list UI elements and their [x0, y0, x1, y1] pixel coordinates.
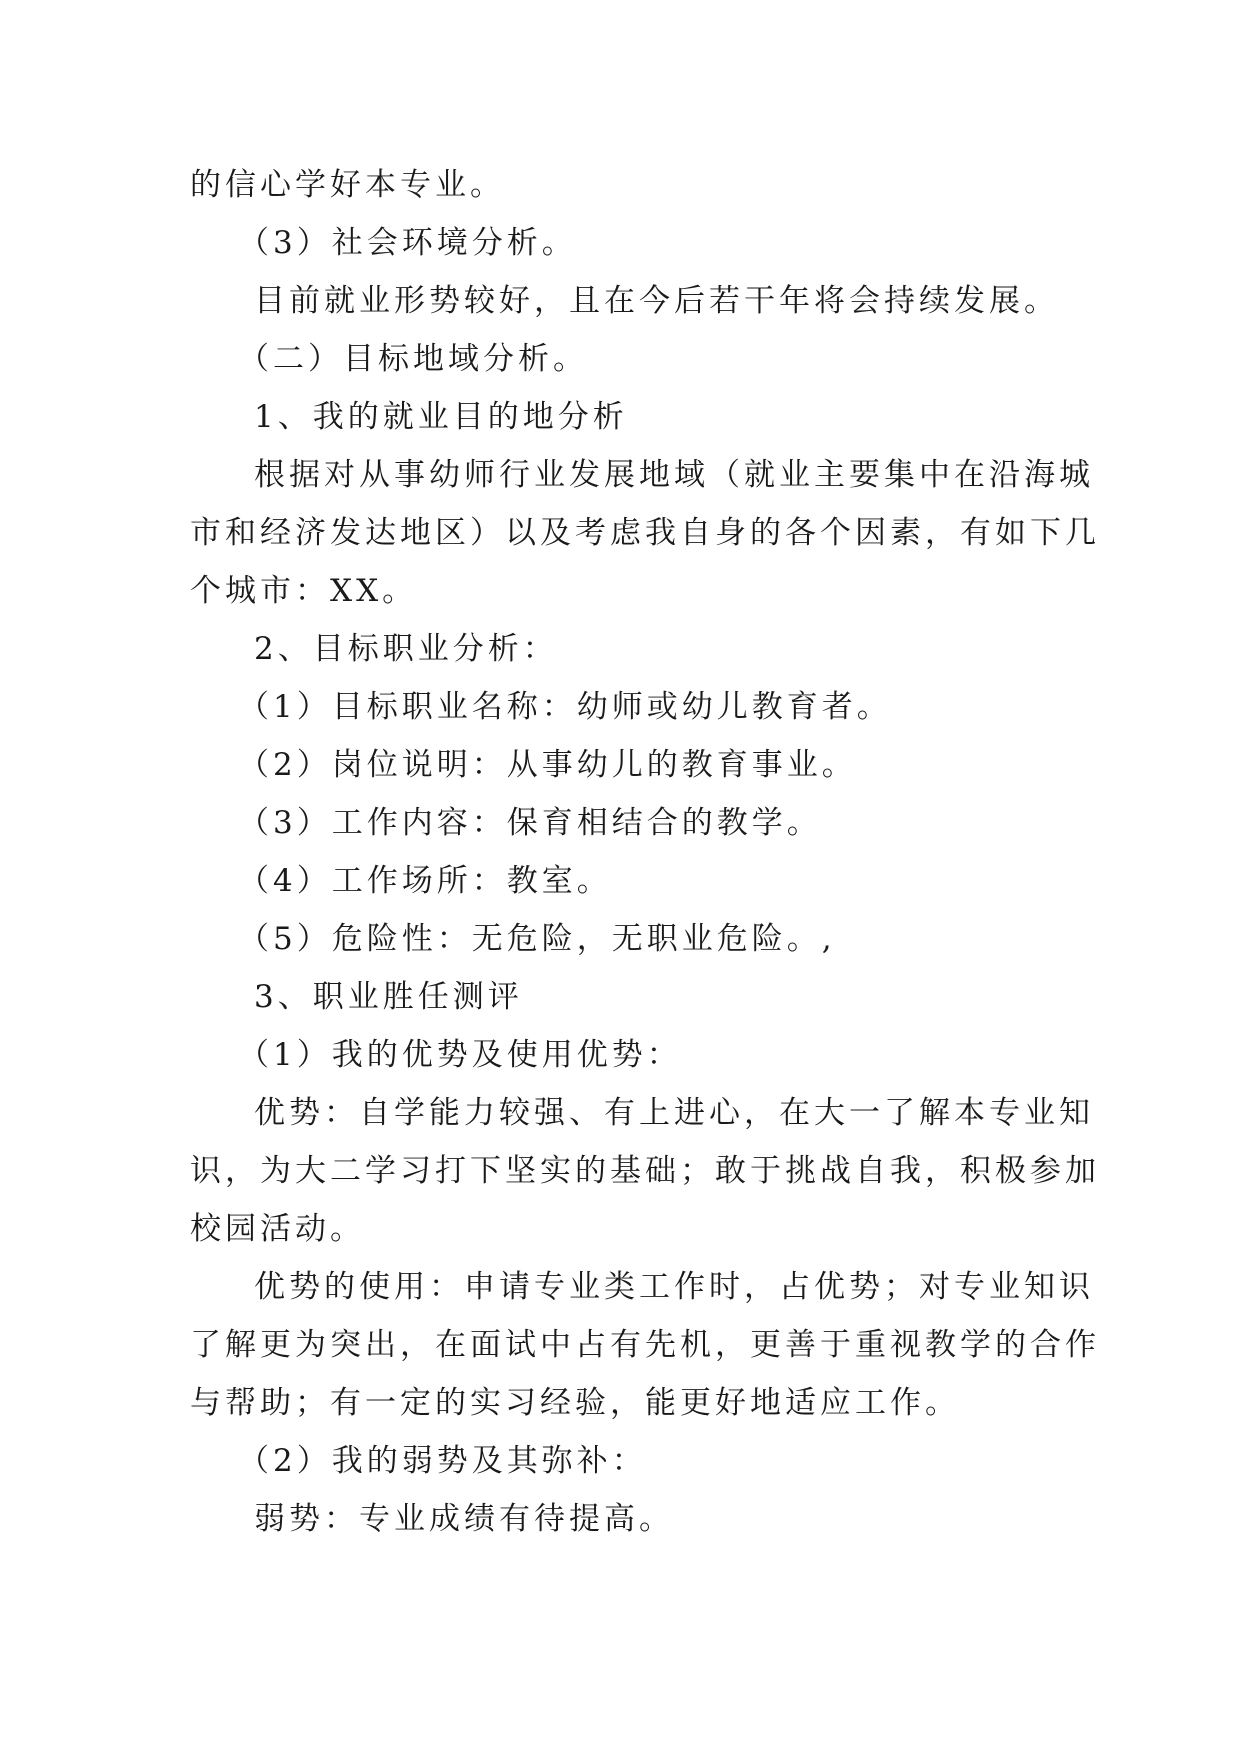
paragraph-line: 市和经济发达地区）以及考虑我自身的各个因素，有如下几	[190, 515, 1100, 551]
list-item: （1）目标职业名称：幼师或幼儿教育者。	[238, 689, 892, 725]
list-item: （4）工作场所：教室。	[238, 863, 612, 899]
paragraph-line: 校园活动。	[190, 1211, 365, 1247]
list-item: （2）我的弱势及其弥补：	[238, 1443, 647, 1479]
paragraph-line: 识，为大二学习打下坚实的基础；敢于挑战自我，积极参加	[190, 1153, 1100, 1189]
list-item: （5）危险性：无危险，无职业危险。,	[238, 921, 836, 957]
section-heading: （3）社会环境分析。	[238, 225, 577, 261]
paragraph-line: 优势：自学能力较强、有上进心，在大一了解本专业知	[254, 1095, 1094, 1131]
paragraph-line: 根据对从事幼师行业发展地域（就业主要集中在沿海城	[254, 457, 1094, 493]
paragraph-line: 优势的使用：申请专业类工作时，占优势；对专业知识	[254, 1269, 1094, 1305]
paragraph-line: 的信心学好本专业。	[190, 167, 505, 203]
list-item: （3）工作内容：保育相结合的教学。	[238, 805, 822, 841]
list-item: （2）岗位说明：从事幼儿的教育事业。	[238, 747, 857, 783]
paragraph-line: 目前就业形势较好，且在今后若干年将会持续发展。	[254, 283, 1059, 319]
paragraph-line: 弱势：专业成绩有待提高。	[254, 1501, 674, 1537]
paragraph-line: 个城市：XX。	[190, 573, 418, 609]
paragraph-line: 了解更为突出，在面试中占有先机，更善于重视教学的合作	[190, 1327, 1100, 1363]
document-body	[190, 156, 1100, 1548]
paragraph-line: 与帮助；有一定的实习经验，能更好地适应工作。	[190, 1385, 960, 1421]
list-item: （1）我的优势及使用优势：	[238, 1037, 682, 1073]
section-heading: 1、我的就业目的地分析	[254, 399, 628, 435]
section-heading: （二）目标地域分析。	[238, 341, 588, 377]
section-heading: 2、目标职业分析：	[254, 631, 558, 667]
section-heading: 3、职业胜任测评	[254, 979, 523, 1015]
